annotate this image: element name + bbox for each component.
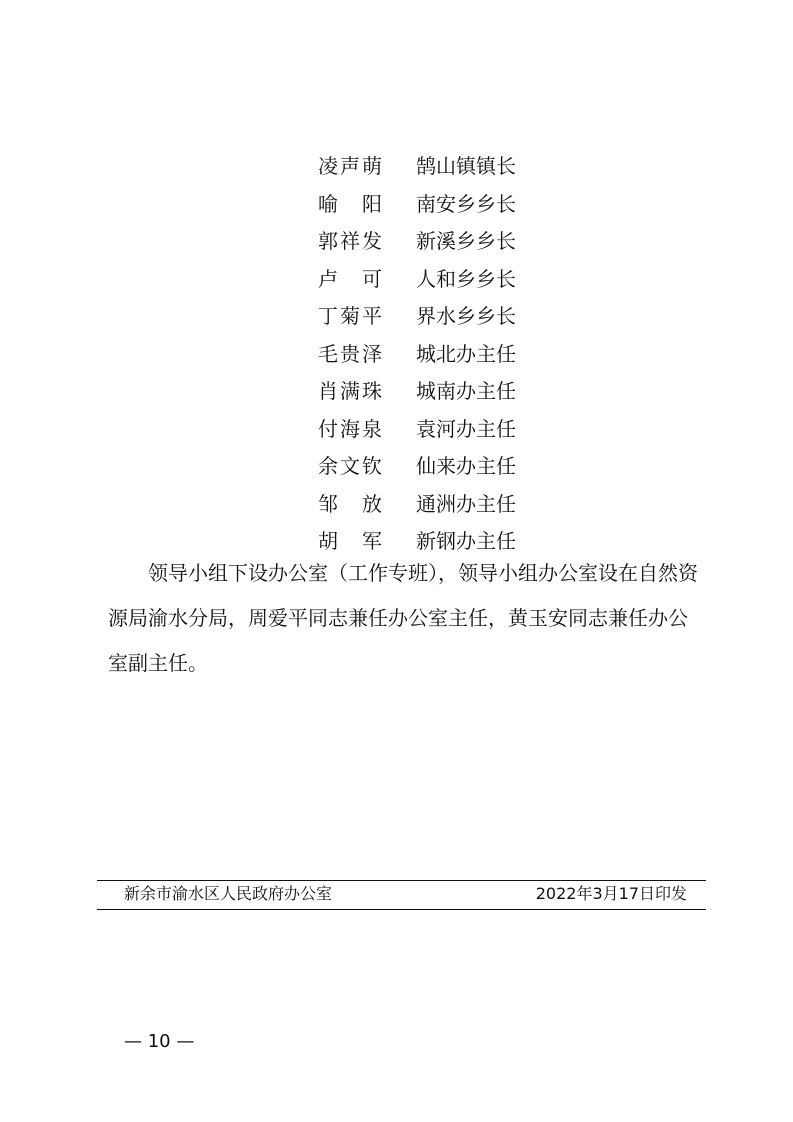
- member-row: [318, 371, 516, 409]
- member-title: 新钢办主任: [416, 529, 516, 554]
- page-number: — 10 —: [124, 1031, 195, 1052]
- member-title: 新溪乡乡长: [416, 229, 516, 254]
- member-row: [318, 484, 516, 522]
- member-row: [318, 146, 516, 184]
- footer-issuer: 新余市渝水区人民政府办公室: [124, 884, 333, 903]
- member-row: [318, 409, 516, 447]
- member-name: 邹放: [318, 491, 382, 516]
- member-title: 人和乡乡长: [416, 266, 516, 291]
- member-title: 南安乡乡长: [416, 191, 516, 216]
- member-name: 丁菊平: [318, 304, 382, 329]
- member-name: 喻阳: [318, 191, 382, 216]
- member-row: [318, 446, 516, 484]
- member-title: 城南办主任: [416, 379, 516, 404]
- member-title: 鹄山镇镇长: [416, 154, 516, 179]
- member-list: [318, 146, 516, 559]
- member-row: [318, 334, 516, 372]
- member-name: 凌声萌: [318, 154, 382, 179]
- member-name: 胡军: [318, 529, 382, 554]
- member-row: [318, 184, 516, 222]
- member-title: 仙来办主任: [416, 454, 516, 479]
- footer-bottom-rule: [97, 909, 706, 910]
- member-title: 界水乡乡长: [416, 304, 516, 329]
- member-row: [318, 221, 516, 259]
- member-name: 毛贵泽: [318, 341, 382, 366]
- member-row: [318, 296, 516, 334]
- member-title: 通洲办主任: [416, 491, 516, 516]
- member-name: 卢可: [318, 266, 382, 291]
- member-title: 城北办主任: [416, 341, 516, 366]
- member-name: 郭祥发: [318, 229, 382, 254]
- footer-print-date: 2022年3月17日印发: [535, 884, 687, 903]
- member-name: 付海泉: [318, 416, 382, 441]
- member-title: 袁河办主任: [416, 416, 516, 441]
- office-paragraph: 领导小组下设办公室（工作专班），领导小组办公室设在自然资源局渝水分局，周爱平同志兼任办公室主任，黄玉安同志兼任办公室副主任。: [108, 561, 698, 675]
- member-row: [318, 259, 516, 297]
- member-name: 肖满珠: [318, 379, 382, 404]
- member-name: 余文钦: [318, 454, 382, 479]
- footer-top-rule: [97, 880, 706, 881]
